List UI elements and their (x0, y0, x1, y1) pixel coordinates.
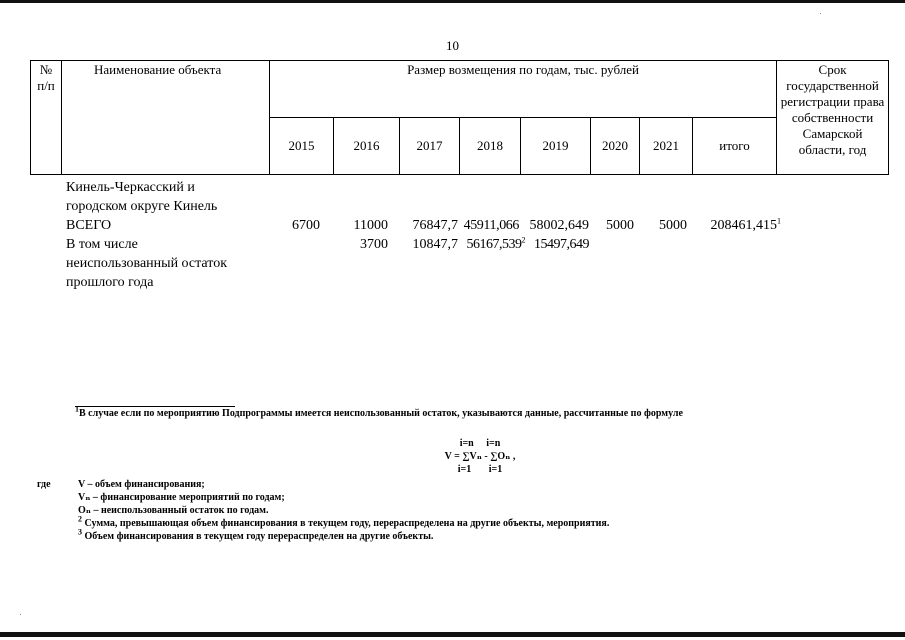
total-2017: 76847,7 (412, 218, 458, 233)
total-2018: 45911,066 (463, 218, 519, 233)
remain-2017: 10847,7 (412, 237, 458, 252)
scan-speck (820, 13, 821, 14)
formula-bottom (425, 464, 535, 475)
where-label: где (37, 479, 51, 490)
scan-speck (20, 614, 21, 615)
footnote-ref: 2 (521, 235, 525, 245)
footnote-1 (75, 404, 683, 420)
header-amount-group (270, 61, 777, 118)
formula-top (425, 438, 535, 449)
remain-2016: 3700 (360, 237, 388, 252)
total-2016: 11000 (353, 218, 388, 233)
top-border (0, 0, 905, 3)
bottom-border (0, 632, 905, 637)
remain-2018 (467, 235, 526, 254)
object-line: Кинель-Черкасский и (66, 180, 195, 195)
object-line: В том числе (66, 237, 138, 252)
footnote-3 (78, 527, 434, 543)
object-line: неиспользованный остаток (66, 256, 227, 271)
remain-2018-value: 56167,539 (466, 237, 522, 252)
vn-definition: Vₙ – финансирование мероприятий по годам; (78, 492, 285, 503)
year-total: итого (693, 118, 777, 175)
year-2019: 2019 (521, 118, 591, 175)
header-table (30, 60, 889, 175)
footnote-2-mark: 2 (78, 514, 82, 524)
footnote-3-mark: 3 (78, 527, 82, 537)
year-2021: 2021 (640, 118, 693, 175)
v-definition: V – объем финансирования; (78, 479, 205, 490)
total-2020: 5000 (606, 218, 634, 233)
total-sum (711, 216, 782, 235)
object-line: прошлого года (66, 275, 154, 290)
year-2015: 2015 (270, 118, 334, 175)
total-2015: 6700 (292, 218, 320, 233)
object-line: ВСЕГО (66, 218, 112, 233)
footnote-ref: 1 (777, 216, 781, 226)
year-2016: 2016 (334, 118, 400, 175)
remain-2019: 15497,649 (534, 237, 589, 252)
year-2020: 2020 (591, 118, 640, 175)
header-num: № п/п (31, 61, 62, 175)
header-name: Наименование объекта (62, 61, 270, 175)
year-2017: 2017 (400, 118, 460, 175)
footnote-2 (78, 514, 610, 530)
footnote-2-text: Сумма, превышающая объем финансирования в текущем году, перераспределена на другие объекты, мероприятия. (84, 518, 610, 529)
year-2018: 2018 (460, 118, 521, 175)
total-2019: 58002,649 (529, 218, 589, 233)
total-2021: 5000 (659, 218, 687, 233)
footnote-separator (75, 406, 235, 407)
footnote-3-text: Объем финансирования в текущем году перераспределен на другие объекты. (84, 531, 434, 542)
footnote-1-text: В случае если по мероприятию Подпрограммы имеется неиспользованный остаток, указываются данные, рассчитанные по формуле (79, 408, 683, 419)
formula-top-text: i=n i=n (459, 438, 501, 449)
total-sum-value: 208461,415 (710, 218, 777, 233)
header-term: Срок государственной регистрации права собственности Самарской области, год (777, 61, 889, 175)
formula-main: V = ∑Vₙ - ∑Oₙ , (444, 451, 516, 462)
footnote-1-mark: 1 (75, 404, 79, 414)
formula-bottom-text: i=1 i=1 (457, 464, 503, 475)
header-amount-label: Размер возмещения по годам, тыс. рублей (407, 62, 639, 77)
page-number: 10 (446, 38, 459, 53)
on-definition: Oₙ – неиспользованный остаток по годам. (78, 505, 269, 516)
object-line: городском округе Кинель (66, 199, 218, 214)
